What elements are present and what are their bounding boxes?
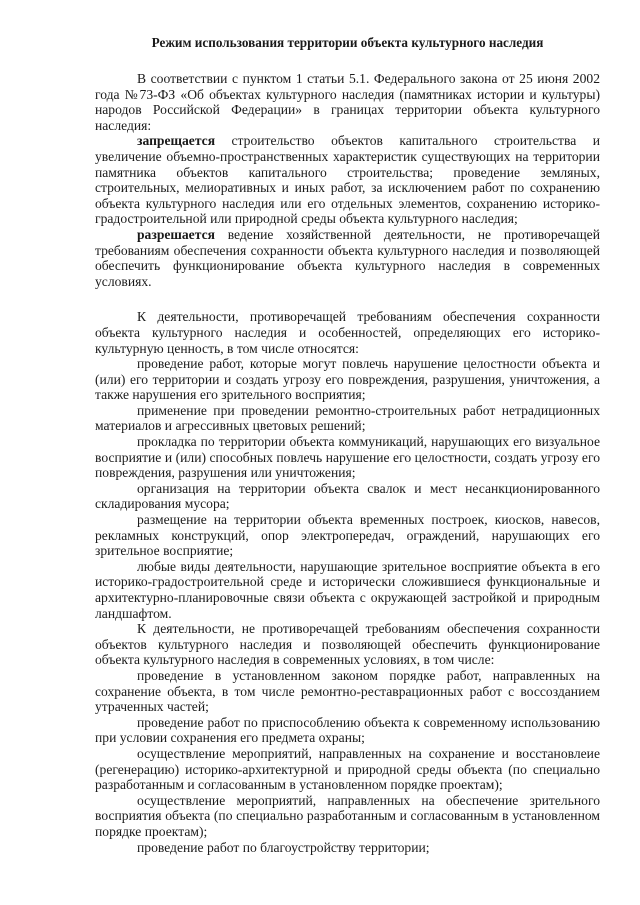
allowed-item: осуществление мероприятий, направленных на сохранение и восстановлеие (регенерацию) историко-архитектурной и природной среды объекта (по специально разработанным и согласованным в установленном порядке проектам); [95,745,600,793]
allowed-intro-paragraph: К деятельности, не противоречащей требованиям обеспечения сохранности объектов культурного наследия и позволяющей обеспечить функционирование объекта культурного наследия в современных условиях, в том числе: [95,621,600,668]
prohibited-text: строительство объектов капитального строительства и увеличение объемно-пространственных характеристик существующих на территории памятника объектов капитального строительства; проведение земляных, строительных, мелиоративных и иных работ, за исключением работ по сохранению объекта культурного наследия или его отдельных элементов, сохранению историко-градостроительной или природной среды объекта культурного наследия; [95,133,600,227]
prohibited-paragraph [95,133,600,227]
contrary-item: размещение на территории объекта временных построек, киосков, навесов, рекламных конструкций, опор электропередач, ограждений, нарушающих его зрительное восприятие; [95,512,600,559]
allowed-text: ведение хозяйственной деятельности, не противоречащей требованиям обеспечения сохранности объекта культурного наследия и позволяющей обеспечить функционирование объекта культурного наследия в современных условиях. [95,226,600,289]
contrary-item: применение при проведении ремонтно-строительных работ нетрадиционных материалов и агрессивных цветовых решений; [95,402,600,434]
allowed-paragraph [95,227,600,289]
allowed-item: проведение работ по приспособлению объекта к современному использованию при условии сохранения его предмета охраны; [95,714,600,746]
document-title: Режим использования территории объекта культурного наследия [151,35,544,50]
allowed-item: проведение работ по благоустройству территории; [137,839,430,855]
contrary-item: прокладка по территории объекта коммуникаций, нарушающих его визуальное восприятие и (или) способных повлечь нарушение его целостности, создать угрозу его повреждения, разрушения или уничтожения; [95,434,600,481]
allowed-term: разрешается [137,226,215,242]
intro-paragraph: В соответствии с пунктом 1 статьи 5.1. Федерального закона от 25 июня 2002 года №73-ФЗ «Об объектах культурного наследия (памятниках истории и культуры) народов Российской Федерации» в границах территории объекта культурного наследия: [95,71,600,133]
contrary-intro-paragraph: К деятельности, противоречащей требованиям обеспечения сохранности объекта культурного наследия и особенностей, определяющих его историко-культурную ценность, в том числе относятся: [95,309,600,356]
allowed-item: осуществление мероприятий, направленных на обеспечение зрительного восприятия объекта (по специально разработанным и согласованным в установленном порядке проектам); [95,792,600,839]
allowed-item: проведение в установленном законом порядке работ, направленных на сохранение объекта, в том числе ремонтно-реставрационных работ с воссозданием утраченных частей; [95,667,600,715]
contrary-item: организация на территории объекта свалок и мест несанкционированного складирования мусора; [95,480,600,512]
prohibited-term: запрещается [137,133,216,149]
contrary-item: проведение работ, которые могут повлечь нарушение целостности объекта и (или) его территории и создать угрозу его повреждения, разрушения, уничтожения, а также нарушения его зрительного восприятия; [95,356,600,403]
contrary-item: любые виды деятельности, нарушающие зрительное восприятие объекта в его историко-градостроительной среде и исторически сложившиеся функциональные и архитектурно-планировочные связи объекта с окружающей застройкой и природным ландшафтом. [95,558,600,621]
